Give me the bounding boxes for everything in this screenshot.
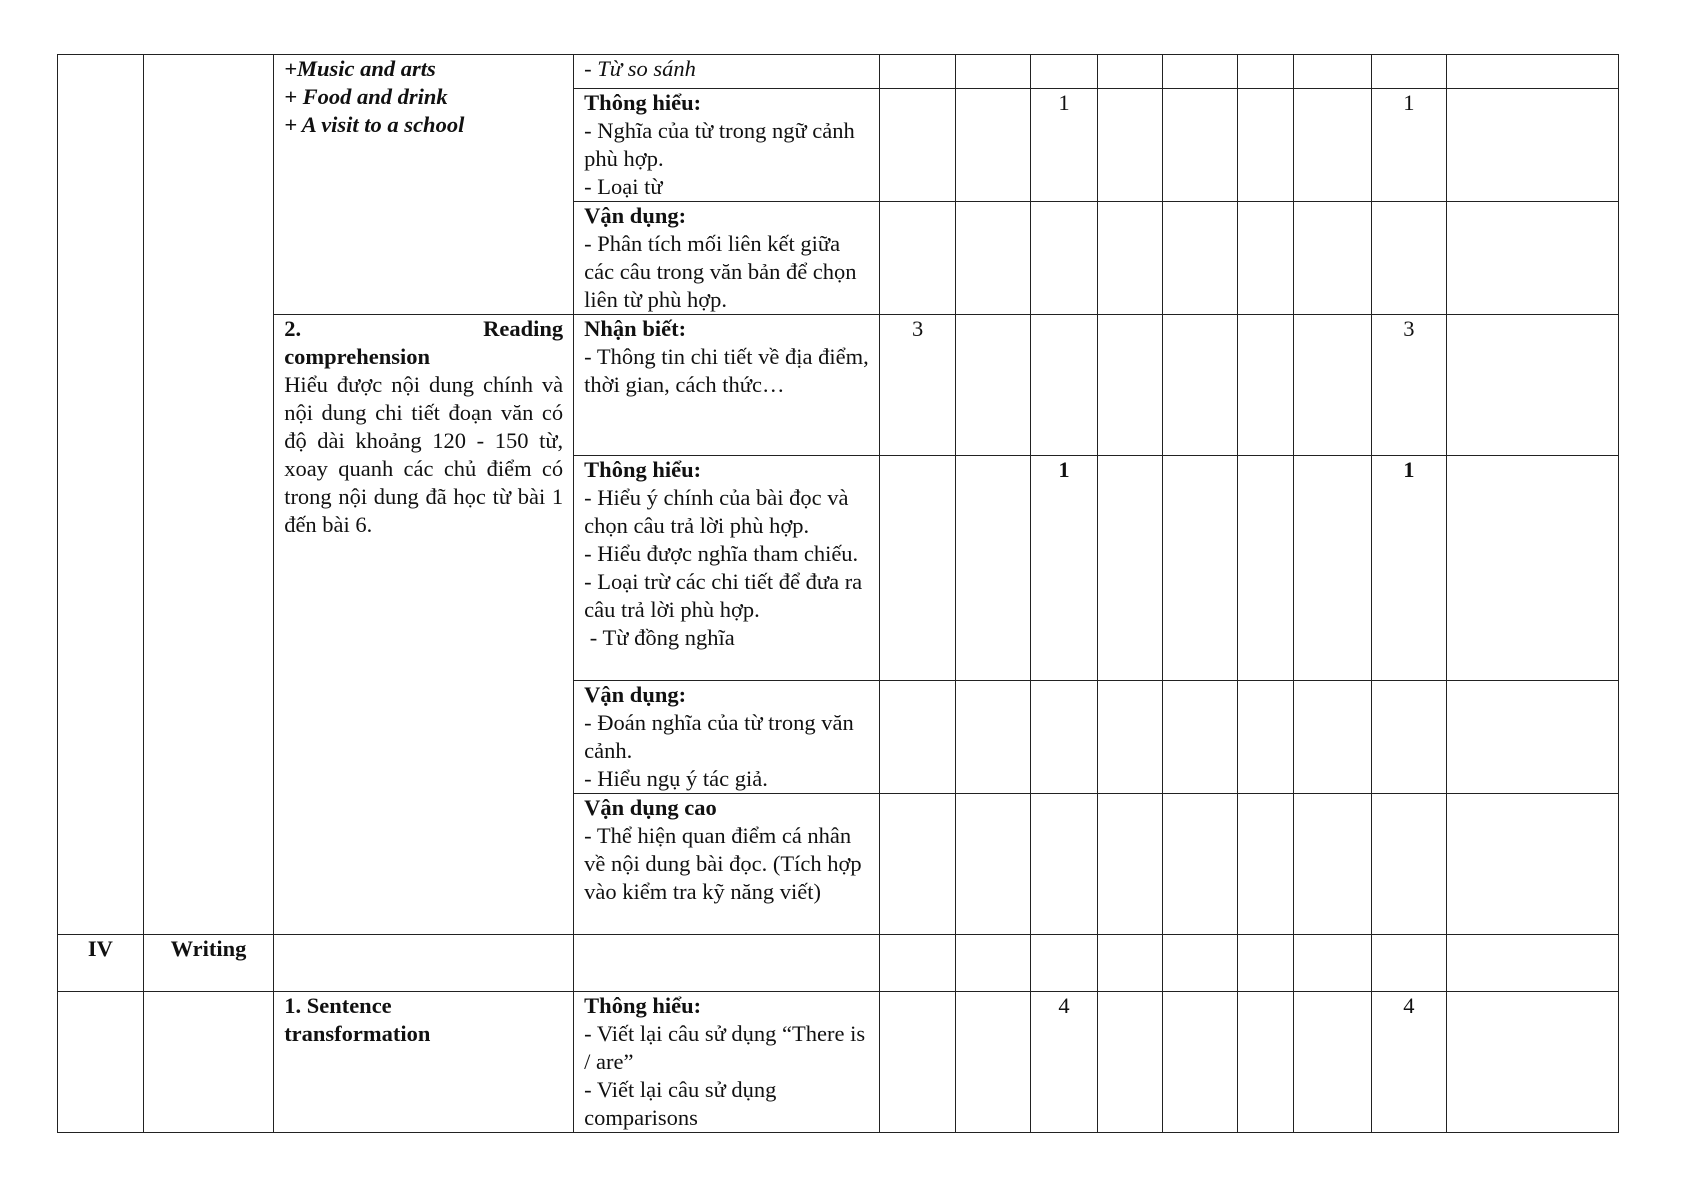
skill-cell: [143, 55, 273, 935]
topic-food-drink: + Food and drink: [284, 84, 448, 109]
level-label: Vận dụng cao: [584, 795, 717, 820]
description-cell: [574, 55, 880, 89]
description-line: - Thể hiện quan điểm cá nhân về nội dung bài đọc. (Tích hợp vào kiểm tra kỹ năng viết): [584, 823, 862, 904]
total-cell: 1: [1371, 456, 1447, 681]
level-label: Thông hiểu:: [584, 993, 702, 1018]
description-line: - Đoán nghĩa của từ trong văn cảnh.: [584, 710, 854, 763]
total-cell: 1: [1371, 89, 1447, 202]
description-line: - Viết lại câu sử dụng comparisons: [584, 1077, 777, 1130]
description-line: - Phân tích mối liên kết giữa các câu trong văn bản để chọn liên từ phù hợp.: [584, 231, 857, 312]
description-text: - Từ so sánh: [584, 56, 696, 81]
description-line: - Thông tin chi tiết về địa điểm, thời gian, cách thức…: [584, 344, 869, 397]
reading-heading: [284, 315, 563, 343]
description-line: - Loại từ: [584, 174, 663, 199]
level-label: Nhận biết:: [584, 316, 687, 341]
description-line: - Từ đồng nghĩa: [584, 625, 735, 650]
level-label: Vận dụng:: [584, 203, 687, 228]
description-line: - Hiểu ngụ ý tác giả.: [584, 766, 768, 791]
topic-cell-reading: [274, 315, 574, 935]
count-cell: 1: [1031, 89, 1097, 202]
table-row: [58, 55, 1619, 89]
writing-subtopic-cont: transformation: [284, 1021, 431, 1046]
level-label: Thông hiểu:: [584, 90, 702, 115]
reading-number: 2.: [284, 316, 302, 341]
description-cell: [574, 89, 880, 202]
topic-cell-writing: [274, 992, 574, 1133]
writing-subtopic: 1. Sentence: [284, 993, 392, 1018]
description-cell: [574, 456, 880, 681]
total-cell: 3: [1371, 315, 1447, 456]
table-row: [58, 315, 1619, 456]
description-line: - Loại trừ các chi tiết để đưa ra câu trả lời phù hợp.: [584, 569, 863, 622]
description-line: - Hiểu ý chính của bài đọc và chọn câu trả lời phù hợp.: [584, 485, 849, 538]
section-number-cell: [58, 55, 144, 935]
count-cell: 1: [1031, 456, 1097, 681]
table-row: [58, 935, 1619, 992]
topic-school-visit: + A visit to a school: [284, 112, 465, 137]
description-cell: [574, 794, 880, 935]
description-cell: [574, 992, 880, 1133]
level-label: Vận dụng:: [584, 682, 687, 707]
section-number: IV: [58, 935, 144, 992]
description-line: - Viết lại câu sử dụng “There is / are”: [584, 1021, 866, 1074]
topic-cell-vocabulary: [274, 55, 574, 315]
specification-table: [57, 54, 1619, 1133]
topic-music-arts: +Music and arts: [284, 56, 436, 81]
reading-title: Reading: [483, 316, 564, 341]
reading-description: Hiểu được nội dung chính và nội dung chi tiết đoạn văn có độ dài khoảng 120 - 150 từ, xoay quanh các chủ điểm có trong nội dung đã học từ bài 1 đến bài 6.: [284, 372, 564, 537]
count-cell: 3: [880, 315, 956, 456]
level-label: Thông hiểu:: [584, 457, 702, 482]
description-cell: [574, 202, 880, 315]
reading-title-cont: comprehension: [284, 344, 431, 369]
table-row: [58, 992, 1619, 1133]
description-cell: [574, 315, 880, 456]
description-cell: [574, 681, 880, 794]
description-line: - Hiểu được nghĩa tham chiếu.: [584, 541, 859, 566]
count-cell: 4: [1031, 992, 1097, 1133]
description-line: - Nghĩa của từ trong ngữ cảnh phù hợp.: [584, 118, 855, 171]
total-cell: 4: [1371, 992, 1447, 1133]
skill-name: Writing: [143, 935, 273, 992]
